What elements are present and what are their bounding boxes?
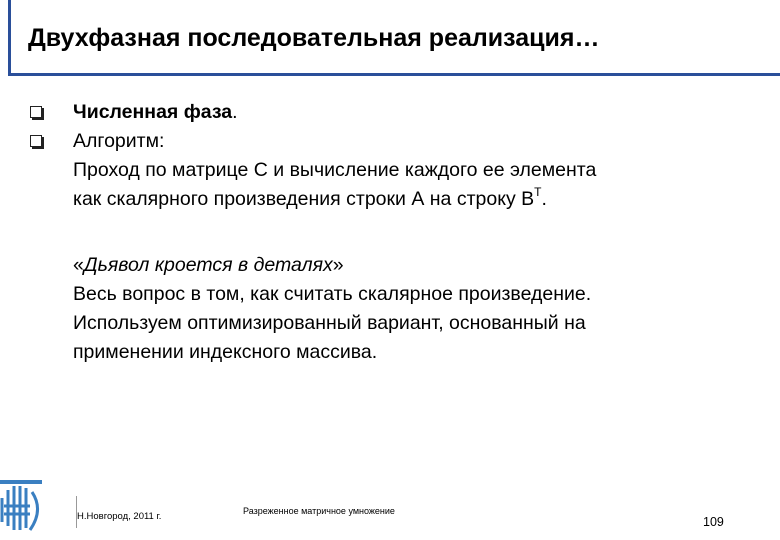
quote-line (30, 251, 750, 280)
slide-title: Двухфазная последовательная реализация… (28, 24, 600, 52)
algorithm-line-2 (30, 185, 750, 214)
checkbox-bullet-icon (30, 106, 42, 118)
numerical-phase-period: . (232, 101, 238, 123)
quote-close-mark: » (332, 254, 344, 276)
algorithm-label: Алгоритм: (73, 130, 165, 152)
university-logo-icon (0, 476, 44, 536)
algorithm-line-2-end: . (541, 188, 547, 210)
page-number: 109 (703, 515, 724, 529)
footer-course-title: Разреженное матричное умножение (243, 506, 395, 516)
numerical-phase-label: Численная фаза (73, 101, 233, 123)
algorithm-line-2-text: как скалярного произведения строки А на строку В (73, 188, 535, 210)
transpose-superscript: T (534, 185, 542, 199)
spacer (30, 214, 750, 251)
paragraph-line-2: Используем оптимизированный вариант, основанный на (73, 312, 586, 334)
footer-location-date: Н.Новгород, 2011 г. (77, 511, 162, 522)
slide-content (30, 98, 750, 367)
quote-text: Дьявол кроется в деталях (83, 254, 333, 276)
algorithm-line-1: Проход по матрице С и вычисление каждого ее элемента (73, 159, 597, 181)
paragraph-line-1: Весь вопрос в том, как считать скалярное произведение. (73, 283, 592, 305)
paragraph-line-3: применении индексного массива. (73, 341, 378, 363)
bullet-algorithm (30, 127, 750, 156)
bullet-numerical-phase (30, 98, 750, 127)
checkbox-bullet-icon (30, 135, 42, 147)
quote-open-mark: « (73, 254, 84, 276)
